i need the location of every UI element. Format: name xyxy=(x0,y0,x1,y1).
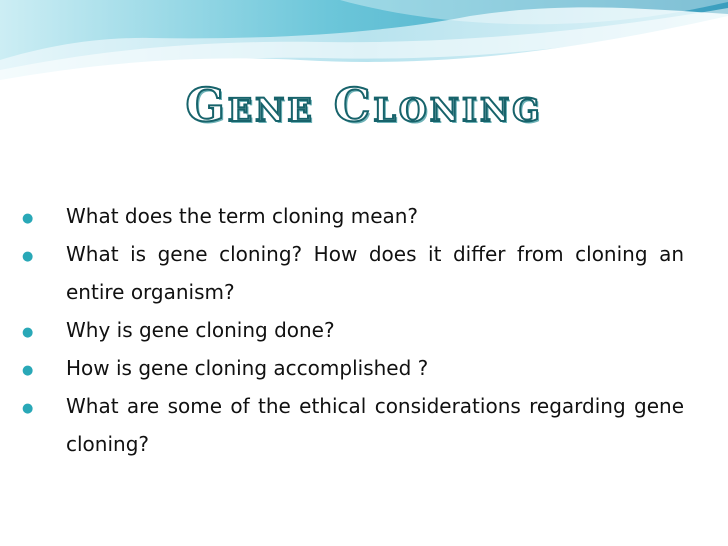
circle-bullet-icon: ● xyxy=(22,325,34,340)
bullet-item xyxy=(22,311,684,349)
bullet-text: What are some of the ethical considerations regarding gene cloning? xyxy=(66,394,684,456)
circle-bullet-icon: ● xyxy=(22,211,34,226)
bullet-item xyxy=(22,235,684,311)
bullet-text: How is gene cloning accomplished ? xyxy=(66,356,429,380)
bullet-item xyxy=(22,197,684,235)
bullet-item xyxy=(22,387,684,463)
slide-title: Gene Cloning xyxy=(185,78,543,132)
bullet-text: Why is gene cloning done? xyxy=(66,318,335,342)
circle-bullet-icon: ● xyxy=(22,401,34,416)
bullet-list xyxy=(22,197,684,463)
bullet-text: What does the term cloning mean? xyxy=(66,204,419,228)
circle-bullet-icon: ● xyxy=(22,363,34,378)
bullet-text: What is gene cloning? How does it differ from cloning an entire organism? xyxy=(66,242,684,304)
circle-bullet-icon: ● xyxy=(22,249,34,264)
bullet-item xyxy=(22,349,684,387)
